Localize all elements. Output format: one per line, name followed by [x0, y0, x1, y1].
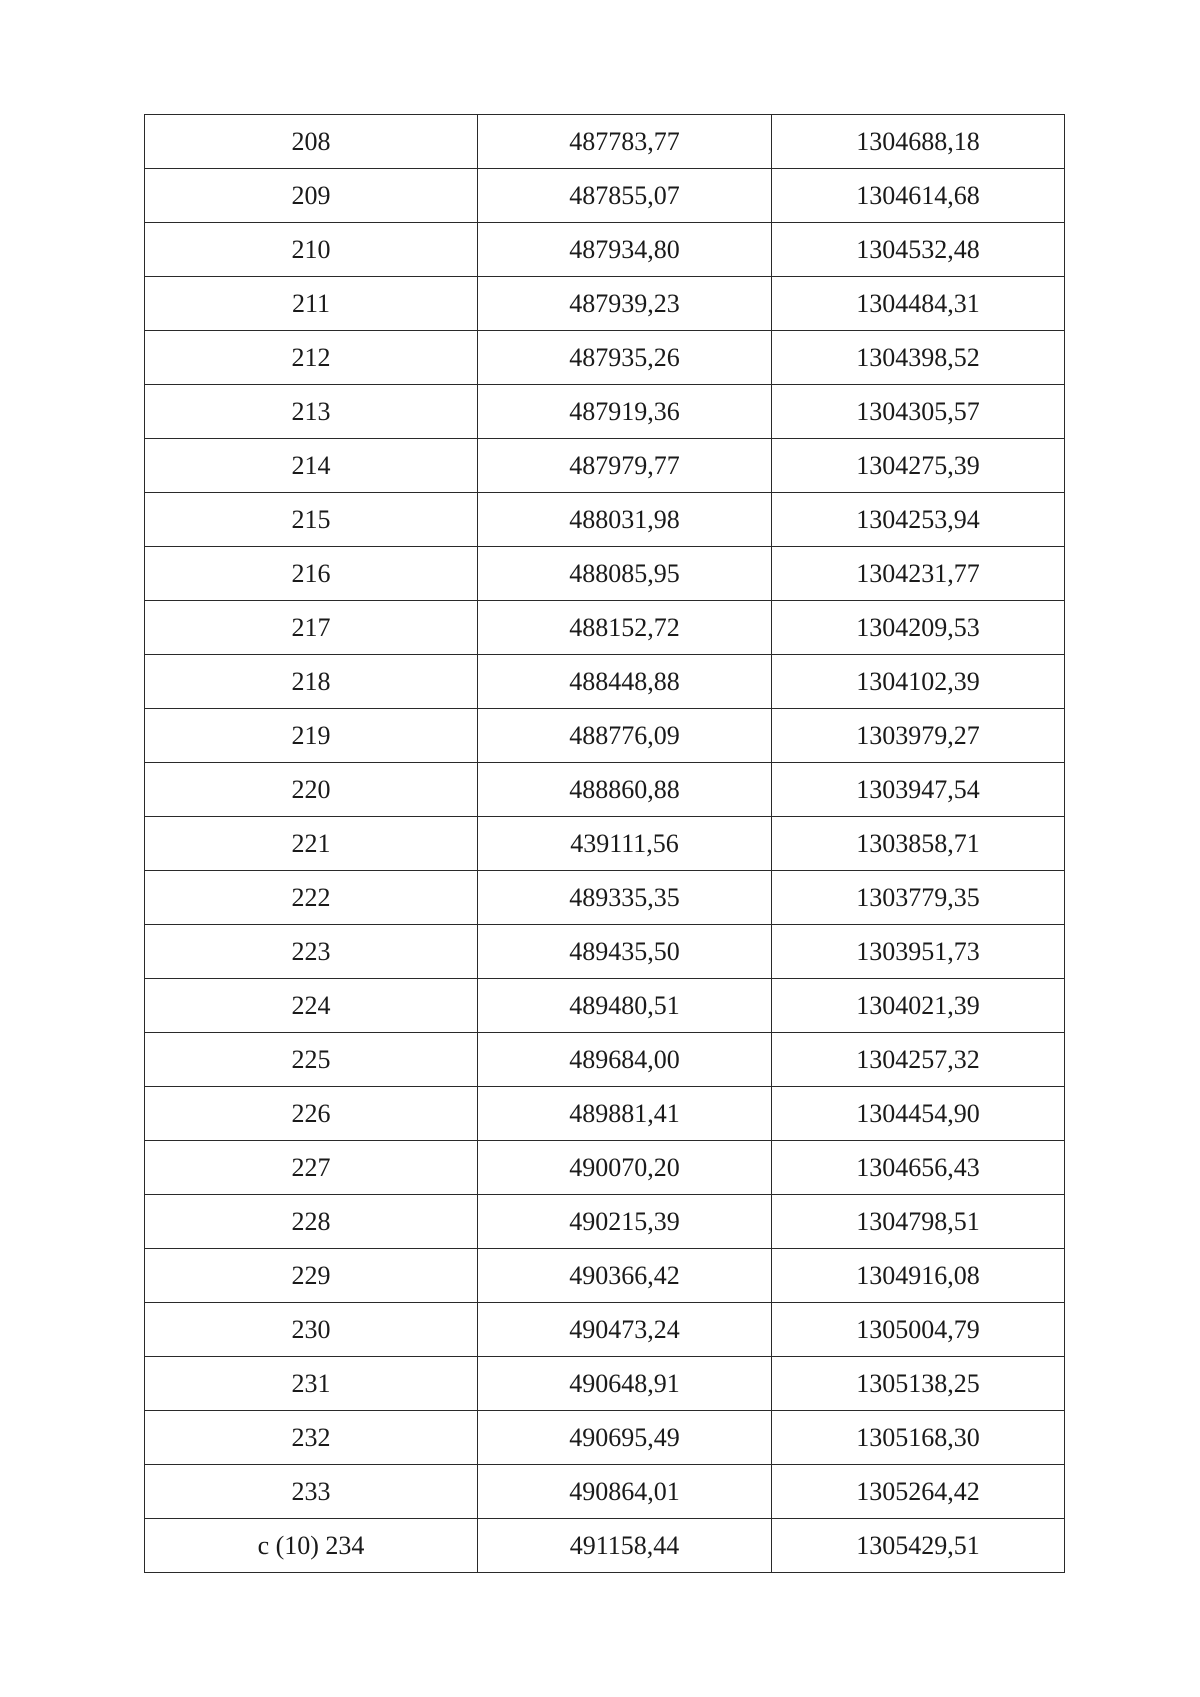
table-row: [145, 1141, 1065, 1195]
y-coordinate-cell: 1304102,39: [772, 655, 1065, 709]
table-row: [145, 1033, 1065, 1087]
y-coordinate-cell: 1304614,68: [772, 169, 1065, 223]
table-row: [145, 439, 1065, 493]
table-row: [145, 763, 1065, 817]
y-coordinate-cell: 1304688,18: [772, 115, 1065, 169]
point-number-cell: 208: [145, 115, 478, 169]
point-number-cell: 221: [145, 817, 478, 871]
point-number-cell: 226: [145, 1087, 478, 1141]
point-number-cell: 225: [145, 1033, 478, 1087]
point-number-cell: 233: [145, 1465, 478, 1519]
y-coordinate-cell: 1304231,77: [772, 547, 1065, 601]
point-number-cell: 230: [145, 1303, 478, 1357]
table-row: [145, 385, 1065, 439]
point-number-cell: 217: [145, 601, 478, 655]
x-coordinate-cell: 439111,56: [478, 817, 772, 871]
x-coordinate-cell: 487979,77: [478, 439, 772, 493]
point-number-cell: 210: [145, 223, 478, 277]
y-coordinate-cell: 1305004,79: [772, 1303, 1065, 1357]
table-row: [145, 169, 1065, 223]
y-coordinate-cell: 1305138,25: [772, 1357, 1065, 1411]
point-number-cell: 228: [145, 1195, 478, 1249]
point-number-cell: 222: [145, 871, 478, 925]
point-number-cell: 232: [145, 1411, 478, 1465]
table-row: [145, 223, 1065, 277]
y-coordinate-cell: 1304484,31: [772, 277, 1065, 331]
point-number-cell: 227: [145, 1141, 478, 1195]
y-coordinate-cell: 1304209,53: [772, 601, 1065, 655]
x-coordinate-cell: 487855,07: [478, 169, 772, 223]
y-coordinate-cell: 1304798,51: [772, 1195, 1065, 1249]
x-coordinate-cell: 490215,39: [478, 1195, 772, 1249]
table-row: [145, 655, 1065, 709]
x-coordinate-cell: 488152,72: [478, 601, 772, 655]
table-row: [145, 817, 1065, 871]
table-row: [145, 115, 1065, 169]
point-number-cell: 212: [145, 331, 478, 385]
table-row: [145, 1195, 1065, 1249]
table-row: [145, 331, 1065, 385]
table-row: [145, 871, 1065, 925]
x-coordinate-cell: 488448,88: [478, 655, 772, 709]
x-coordinate-cell: 490864,01: [478, 1465, 772, 1519]
y-coordinate-cell: 1304398,52: [772, 331, 1065, 385]
point-number-cell: 209: [145, 169, 478, 223]
x-coordinate-cell: 490648,91: [478, 1357, 772, 1411]
table-row: [145, 1357, 1065, 1411]
point-number-cell: 229: [145, 1249, 478, 1303]
point-number-cell: с (10) 234: [145, 1519, 478, 1573]
x-coordinate-cell: 490695,49: [478, 1411, 772, 1465]
x-coordinate-cell: 491158,44: [478, 1519, 772, 1573]
point-number-cell: 215: [145, 493, 478, 547]
table-row: [145, 709, 1065, 763]
y-coordinate-cell: 1303951,73: [772, 925, 1065, 979]
y-coordinate-cell: 1304454,90: [772, 1087, 1065, 1141]
x-coordinate-cell: 489335,35: [478, 871, 772, 925]
x-coordinate-cell: 487935,26: [478, 331, 772, 385]
x-coordinate-cell: 489881,41: [478, 1087, 772, 1141]
table-row: [145, 277, 1065, 331]
x-coordinate-cell: 487919,36: [478, 385, 772, 439]
point-number-cell: 216: [145, 547, 478, 601]
point-number-cell: 213: [145, 385, 478, 439]
point-number-cell: 231: [145, 1357, 478, 1411]
x-coordinate-cell: 489435,50: [478, 925, 772, 979]
x-coordinate-cell: 490473,24: [478, 1303, 772, 1357]
point-number-cell: 218: [145, 655, 478, 709]
coordinates-table: [144, 114, 1065, 1573]
x-coordinate-cell: 489480,51: [478, 979, 772, 1033]
x-coordinate-cell: 488776,09: [478, 709, 772, 763]
y-coordinate-cell: 1304257,32: [772, 1033, 1065, 1087]
y-coordinate-cell: 1305168,30: [772, 1411, 1065, 1465]
y-coordinate-cell: 1304253,94: [772, 493, 1065, 547]
x-coordinate-cell: 490070,20: [478, 1141, 772, 1195]
x-coordinate-cell: 490366,42: [478, 1249, 772, 1303]
table-row: [145, 1519, 1065, 1573]
y-coordinate-cell: 1304916,08: [772, 1249, 1065, 1303]
coordinates-table-body: [145, 115, 1065, 1573]
y-coordinate-cell: 1304021,39: [772, 979, 1065, 1033]
y-coordinate-cell: 1304532,48: [772, 223, 1065, 277]
x-coordinate-cell: 488860,88: [478, 763, 772, 817]
y-coordinate-cell: 1305429,51: [772, 1519, 1065, 1573]
y-coordinate-cell: 1303858,71: [772, 817, 1065, 871]
table-row: [145, 547, 1065, 601]
point-number-cell: 211: [145, 277, 478, 331]
point-number-cell: 223: [145, 925, 478, 979]
y-coordinate-cell: 1304656,43: [772, 1141, 1065, 1195]
table-row: [145, 979, 1065, 1033]
y-coordinate-cell: 1303779,35: [772, 871, 1065, 925]
point-number-cell: 219: [145, 709, 478, 763]
y-coordinate-cell: 1304305,57: [772, 385, 1065, 439]
x-coordinate-cell: 487934,80: [478, 223, 772, 277]
table-row: [145, 1303, 1065, 1357]
x-coordinate-cell: 489684,00: [478, 1033, 772, 1087]
x-coordinate-cell: 488085,95: [478, 547, 772, 601]
y-coordinate-cell: 1303979,27: [772, 709, 1065, 763]
table-row: [145, 925, 1065, 979]
point-number-cell: 224: [145, 979, 478, 1033]
table-row: [145, 1411, 1065, 1465]
table-row: [145, 1465, 1065, 1519]
y-coordinate-cell: 1303947,54: [772, 763, 1065, 817]
point-number-cell: 220: [145, 763, 478, 817]
x-coordinate-cell: 487939,23: [478, 277, 772, 331]
table-row: [145, 493, 1065, 547]
y-coordinate-cell: 1305264,42: [772, 1465, 1065, 1519]
point-number-cell: 214: [145, 439, 478, 493]
x-coordinate-cell: 488031,98: [478, 493, 772, 547]
table-row: [145, 1087, 1065, 1141]
x-coordinate-cell: 487783,77: [478, 115, 772, 169]
table-row: [145, 1249, 1065, 1303]
y-coordinate-cell: 1304275,39: [772, 439, 1065, 493]
table-row: [145, 601, 1065, 655]
